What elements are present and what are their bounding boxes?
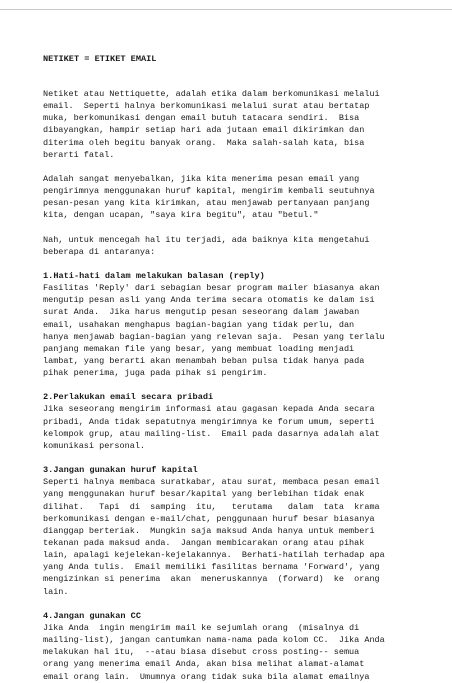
text-line: mengutip pesan asli yang Anda terima secara otomatis ke dalam isi	[43, 295, 375, 306]
text-line: lambat, yang berarti akan menambah beban pulsa tidak hanya pada	[43, 355, 365, 366]
text-line: orang yang menerima email Anda, akan bisa melihat alamat-alamat	[43, 659, 365, 670]
section-2	[43, 391, 412, 452]
text-line: Seperti halnya membaca suratkabar, atau surat, membaca pesan email	[43, 477, 380, 488]
text-line: hanya menjawab bagian-bagian yang relevan saja. Pesan yang terlalu	[43, 331, 385, 342]
text-line: pribadi, Anda tidak sepatutnya mengirimnya ke forum umum, seperti	[43, 416, 375, 427]
section-heading: 4.Jangan gunakan CC	[43, 610, 141, 621]
intro-paragraph	[43, 88, 412, 161]
text-line: pesan-pesan yang kita kirimkan, atau menjawab pertanyaan panjang	[43, 198, 370, 209]
text-line: diterima oleh begitu banyak orang. Maka salah-salah kata, bisa	[43, 137, 365, 148]
text-line: email, usahakan menghapus bagian-bagian yang tidak perlu, dan	[43, 319, 355, 330]
text-line: muka, berkomunikasi dengan email butuh tatacara sendiri. Bisa	[43, 113, 360, 124]
text-line: berkomunikasi dengan e-mail/chat, penggunaan huruf besar biasanya	[43, 513, 375, 524]
text-line: tekanan pada maksud anda. Jangan membicarakan orang atau pihak	[43, 538, 365, 548]
text-line: Jika Anda ingin mengirim mail ke sejumlah orang (misalnya di	[43, 622, 360, 633]
section-body	[43, 476, 412, 598]
text-line: beberapa di antaranya:	[43, 246, 156, 257]
section-body	[43, 403, 412, 452]
text-line: pihak penerima, juga pada pihak si pengirim.	[43, 368, 268, 379]
section-heading: 3.Jangan gunakan huruf kapital	[43, 465, 198, 476]
section-4	[43, 610, 412, 683]
text-line: Adalah sangat menyebalkan, jika kita menerima pesan email yang	[43, 173, 360, 184]
document-title: NETIKET = ETIKET EMAIL	[43, 54, 157, 64]
section-body	[43, 282, 412, 379]
text-line: surat Anda. Jika harus mengutip pesan seseorang dalam jawaban	[43, 307, 360, 318]
text-line: berarti fatal.	[43, 149, 115, 160]
text-line: Nah, untuk mencegah hal itu terjadi, ada baiknya kita mengetahui	[43, 234, 370, 245]
text-line: email orang lain. Umumnya orang tidak suka bila alamat emailnya	[43, 671, 370, 682]
intro-paragraph	[43, 234, 412, 258]
text-line: dilihat. Tapi di samping itu, terutama dalam tata krama	[43, 501, 380, 512]
text-line: dianggap berteriak. Mungkin saja maksud Anda hanya untuk memberi	[43, 525, 375, 536]
text-line: dibayangkan, hampir setiap hari ada jutaan email dikirimkan dan	[43, 125, 365, 136]
page-top-rule	[0, 9, 452, 10]
text-line: lain.	[43, 586, 69, 597]
text-line: mailing-list), jangan cantumkan nama-nama pada kolom CC. Jika Anda	[43, 635, 385, 646]
section-heading: 2.Perlakukan email secara pribadi	[43, 392, 214, 403]
section-heading: 1.Hati-hati dalam melakukan balasan (reply)	[43, 270, 265, 281]
text-line: komunikasi personal.	[43, 440, 146, 451]
text-line: Netiket atau Nettiquette, adalah etika dalam berkomunikasi melalui	[43, 89, 380, 99]
text-line: mengizinkan si penerima akan meneruskannya (forward) ke orang	[43, 574, 380, 585]
section-body	[43, 622, 412, 683]
text-line: email. Seperti halnya berkomunikasi melalui surat atau bertatap	[43, 101, 370, 112]
section-3	[43, 464, 412, 598]
section-1	[43, 270, 412, 379]
intro-paragraph	[43, 173, 412, 222]
text-line: panjang memakan file yang besar, yang membuat loading menjadi	[43, 343, 355, 354]
text-line: lain, apalagi kejelekan-kejelakannya. Berhati-hatilah terhadap apa	[43, 550, 385, 561]
text-line: kita, dengan ucapan, "saya kira begitu", atau "betul."	[43, 210, 319, 221]
text-line: pengirimnya menggunakan huruf kapital, mengirim kembali seutuhnya	[43, 186, 375, 197]
text-line: Fasilitas 'Reply' dari sebagian besar program mailer biasanya akan	[43, 283, 380, 294]
text-line: melakukan hal itu, --atau biasa disebut cross posting-- semua	[43, 647, 360, 658]
text-line: Jika seseorang mengirim informasi atau gagasan kepada Anda secara	[43, 404, 375, 415]
text-line: kelompok grup, atau mailing-list. Email pada dasarnya adalah alat	[43, 428, 380, 439]
text-line: yang menggunakan huruf besar/kapital yang berlebihan tidak enak	[43, 489, 365, 500]
intro	[43, 88, 412, 258]
text-line: yang Anda tulis. Email memiliki fasilitas bernama 'Forward', yang	[43, 562, 380, 573]
